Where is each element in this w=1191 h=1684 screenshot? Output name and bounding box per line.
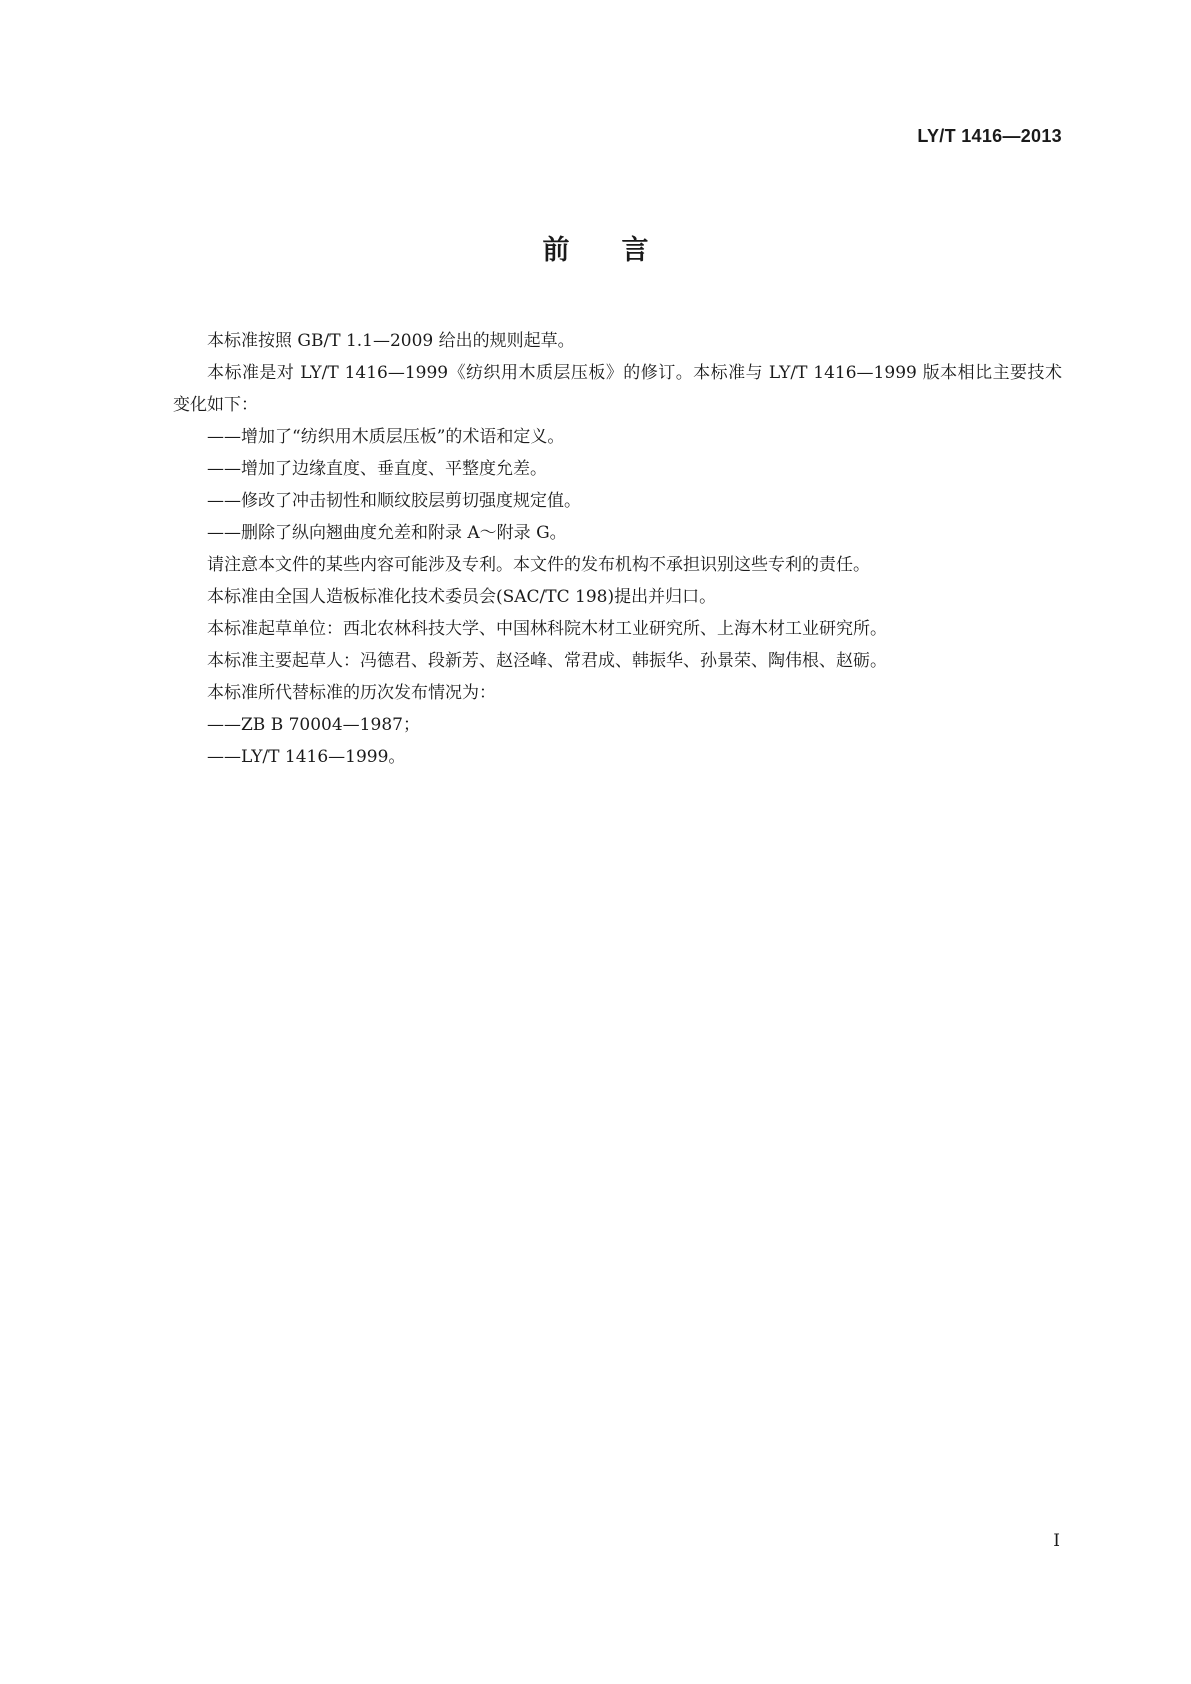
page-title: 前言 xyxy=(542,235,701,266)
foreword-body xyxy=(173,325,1062,773)
paragraph-drafting-units: 本标准起草单位：西北农林科技大学、中国林科院木材工业研究所、上海木材工业研究所。 xyxy=(207,619,887,639)
standard-code: LY/T 1416—2013 xyxy=(917,126,1062,146)
paragraph-patent-notice: 请注意本文件的某些内容可能涉及专利。本文件的发布机构不承担识别这些专利的责任。 xyxy=(207,555,870,575)
change-item: ——增加了“纺织用木质层压板”的术语和定义。 xyxy=(207,427,565,447)
history-item: ——LY/T 1416—1999。 xyxy=(207,747,406,767)
paragraph-history-intro: 本标准所代替标准的历次发布情况为： xyxy=(207,683,496,703)
paragraph-proposer: 本标准由全国人造板标准化技术委员会(SAC/TC 198)提出并归口。 xyxy=(207,587,717,607)
paragraph-drafters: 本标准主要起草人：冯德君、段新芳、赵泾峰、常君成、韩振华、孙景荣、陶伟根、赵砺。 xyxy=(207,651,887,671)
change-item: ——增加了边缘直度、垂直度、平整度允差。 xyxy=(207,459,547,479)
paragraph-revision-summary: 本标准是对 LY/T 1416—1999《纺织用木质层压板》的修订。本标准与 LY/T 1416—1999 版本相比主要技术变化如下： xyxy=(173,363,1062,415)
history-item: ——ZB B 70004—1987； xyxy=(207,715,420,735)
change-item: ——删除了纵向翘曲度允差和附录 A～附录 G。 xyxy=(207,523,567,543)
change-item: ——修改了冲击韧性和顺纹胶层剪切强度规定值。 xyxy=(207,491,581,511)
paragraph-drafting-rules: 本标准按照 GB/T 1.1—2009 给出的规则起草。 xyxy=(207,331,575,351)
page-number: I xyxy=(1053,1531,1060,1551)
